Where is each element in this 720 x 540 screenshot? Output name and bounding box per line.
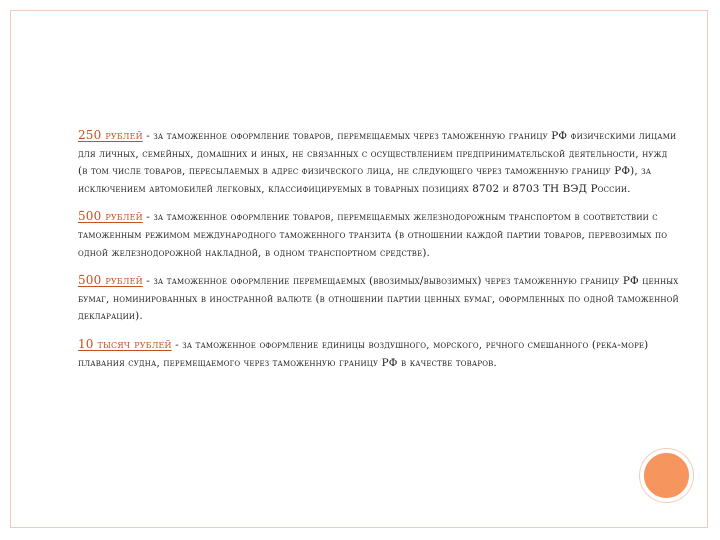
fee-description: - за таможенное оформление единицы воздушного, морского, речного смешанного (река-море) плавания судна, перемещаемого через таможенную границу РФ в качестве товаров. [78, 338, 649, 369]
fee-paragraph-3 [78, 272, 680, 326]
fee-description: - за таможенное оформление перемещаемых (ввозимых/вывозимых) через таможенную границу РФ ценных бумаг, номинированных в иностранной валюте (в отношении партии ценных бумаг, оформленных по одной таможенной декларации). [78, 275, 679, 323]
fee-amount: 250 рублей [78, 128, 143, 142]
fee-amount: 10 тысяч рублей [78, 336, 172, 351]
fee-description: - за таможенное оформление товаров, перемещаемых железнодорожным транспортом в соответствии с таможенным режимом международного таможенного транзита (в отношении каждой партии товаров, перевозимых по одной железнодорожной накладной, в одном транспортном средстве). [78, 211, 668, 259]
fee-description: - за таможенное оформление товаров, перемещаемых через таможенную границу РФ физическими лицами для личных, семейных, домашних и иных, не связанных с осуществлением предпринимательской деятельности, нужд (в том числе товаров, пересылаемых в адрес физического лица, не следующего через таможенную границу РФ), за исключением автомобилей легковых, классифицируемых в товарных позициях 8702 и 8703 ТН ВЭД России. [78, 130, 677, 195]
fee-paragraph-2 [78, 208, 680, 262]
slide-content [78, 127, 680, 382]
fee-amount: 500 рублей [78, 209, 143, 224]
decorative-circle [640, 449, 693, 502]
fee-paragraph-1 [78, 127, 680, 198]
fee-paragraph-4 [78, 336, 680, 372]
fee-amount: 500 рублей [78, 273, 143, 288]
